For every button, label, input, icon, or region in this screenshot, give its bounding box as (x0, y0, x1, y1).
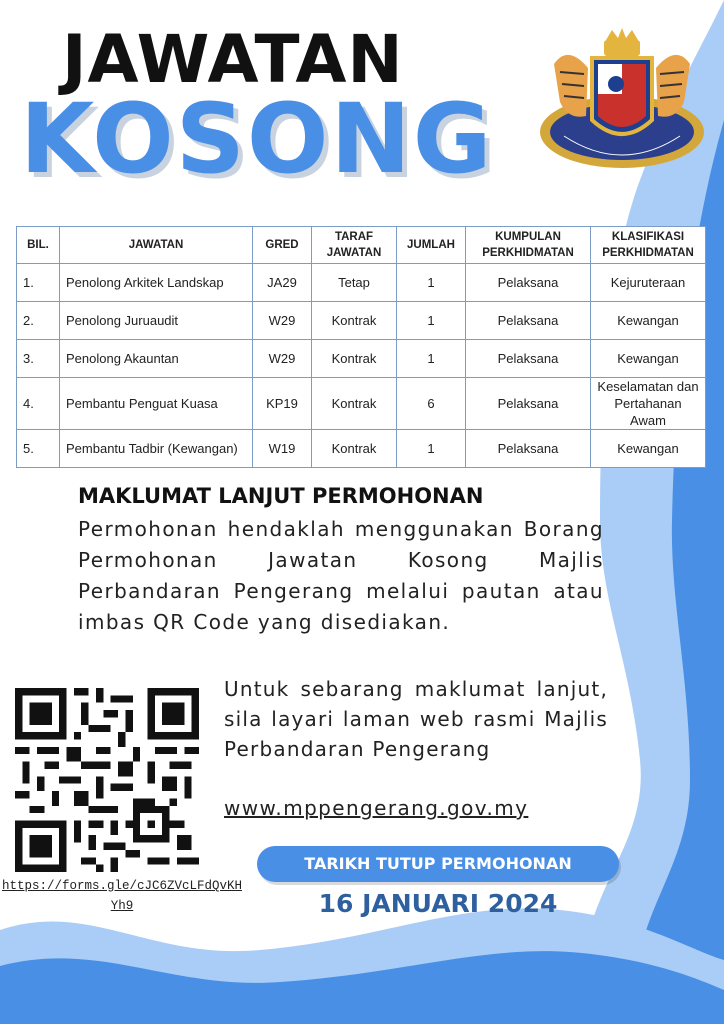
header-gred: GRED (253, 227, 312, 264)
closing-date: 16 JANUARI 2024 (318, 889, 558, 918)
cell-taraf: Tetap (312, 264, 397, 302)
header-kumpulan-perkhidmatan: KUMPULAN PERKHIDMATAN (466, 227, 591, 264)
cell-jumlah: 6 (397, 378, 466, 430)
application-instructions: Permohonan hendaklah menggunakan Borang Permohonan Jawatan Kosong Majlis Perbandaran Pengerang melalui pautan atau imbas QR Code yang disediakan. (78, 517, 604, 634)
page-title-line2: KOSONG (20, 83, 494, 195)
table-row (17, 340, 706, 378)
qr-code[interactable] (15, 688, 199, 872)
cell-jumlah: 1 (397, 302, 466, 340)
info-section-title: MAKLUMAT LANJUT PERMOHONAN (78, 484, 484, 508)
cell-jawatan: Penolong Juruaudit (60, 302, 253, 340)
cell-kumpulan: Pelaksana (466, 302, 591, 340)
header-bil: BIL. (17, 227, 60, 264)
cell-kumpulan: Pelaksana (466, 430, 591, 468)
cell-bil: 4. (17, 378, 60, 430)
cell-gred: W29 (253, 340, 312, 378)
cell-gred: W19 (253, 430, 312, 468)
contact-info: Untuk sebarang maklumat lanjut, sila layari laman web rasmi Majlis Perbandaran Pengerang (224, 677, 608, 761)
cell-taraf: Kontrak (312, 302, 397, 340)
website-link[interactable]: www.mppengerang.gov.my (224, 796, 529, 820)
cell-jawatan: Pembantu Tadbir (Kewangan) (60, 430, 253, 468)
cell-jawatan: Pembantu Penguat Kuasa (60, 378, 253, 430)
cell-jawatan: Penolong Arkitek Landskap (60, 264, 253, 302)
header-klasifikasi-perkhidmatan: KLASIFIKASI PERKHIDMATAN (591, 227, 706, 264)
cell-jumlah: 1 (397, 430, 466, 468)
cell-bil: 2. (17, 302, 60, 340)
council-crest-logo (534, 24, 710, 180)
table-header-row (17, 227, 706, 264)
cell-taraf: Kontrak (312, 340, 397, 378)
vacancy-table (16, 226, 706, 468)
cell-taraf: Kontrak (312, 430, 397, 468)
cell-kumpulan: Pelaksana (466, 378, 591, 430)
cell-jumlah: 1 (397, 264, 466, 302)
cell-klasifikasi: Keselamatan dan Pertahanan Awam (591, 378, 706, 430)
cell-gred: JA29 (253, 264, 312, 302)
table-row (17, 378, 706, 430)
table-row (17, 264, 706, 302)
cell-jumlah: 1 (397, 340, 466, 378)
form-link[interactable]: https://forms.gle/cJC6ZVcLFdQvKHYh9 (1, 879, 243, 913)
closing-date-label: TARIKH TUTUP PERMOHONAN (257, 846, 619, 882)
cell-taraf: Kontrak (312, 378, 397, 430)
cell-bil: 1. (17, 264, 60, 302)
cell-klasifikasi: Kewangan (591, 302, 706, 340)
cell-gred: W29 (253, 302, 312, 340)
cell-jawatan: Penolong Akauntan (60, 340, 253, 378)
table-row (17, 430, 706, 468)
cell-bil: 3. (17, 340, 60, 378)
cell-klasifikasi: Kewangan (591, 430, 706, 468)
cell-klasifikasi: Kejuruteraan (591, 264, 706, 302)
table-row (17, 302, 706, 340)
cell-gred: KP19 (253, 378, 312, 430)
cell-kumpulan: Pelaksana (466, 264, 591, 302)
page-title-line1: JAWATAN (62, 21, 404, 98)
header-jumlah: JUMLAH (397, 227, 466, 264)
cell-bil: 5. (17, 430, 60, 468)
cell-kumpulan: Pelaksana (466, 340, 591, 378)
header-jawatan: JAWATAN (60, 227, 253, 264)
header-taraf-jawatan: TARAF JAWATAN (312, 227, 397, 264)
cell-klasifikasi: Kewangan (591, 340, 706, 378)
